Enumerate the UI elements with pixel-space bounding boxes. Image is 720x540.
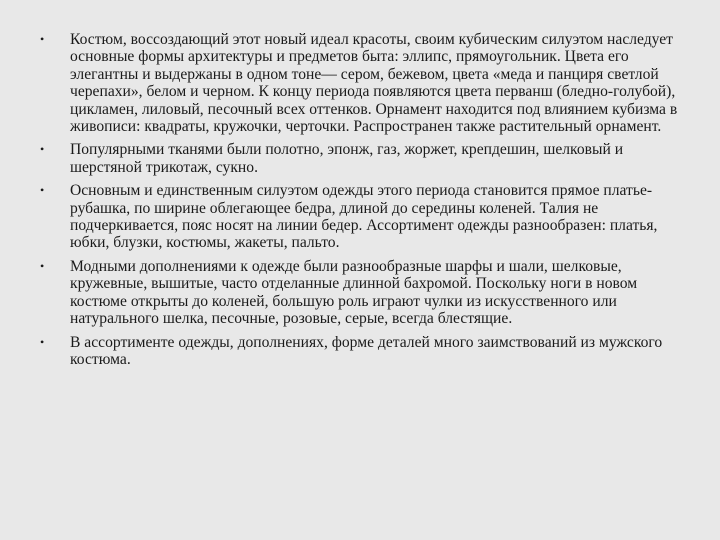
bullet-icon: •: [40, 334, 45, 349]
bullet-icon: •: [40, 32, 45, 46]
bullet-text: Основным и единственным силуэтом одежды этого периода становится прямое платье-рубашка, по ширине облегающее бедра, длиной до середины коленей. Талия не подчеркивается, пояс носят на линии бедер. Ассортимент одежды разнообразен: платья, юбки, блузки, костюмы, жакеты, пальто.: [70, 182, 658, 252]
bullet-icon: •: [40, 142, 45, 157]
bullet-item-1: [40, 31, 680, 135]
bullet-list: [40, 31, 680, 374]
bullet-text: Модными дополнениями к одежде были разнообразные шарфы и шали, шелковые, кружевные, вышитые, часто отделанные длинной бахромой. Поскольку ноги в новом костюме открыты до коленей, большую роль играют чулки из искусственного или натурального шелка, песочные, розовые, серые, всегда блестящие.: [70, 257, 638, 328]
bullet-item-2: [40, 141, 680, 176]
bullet-item-3: [40, 182, 680, 252]
bullet-item-5: [40, 334, 680, 369]
bullet-text: В ассортименте одежды, дополнениях, форме деталей много заимствований из мужского костюма.: [70, 333, 663, 368]
bullet-item-4: [40, 258, 680, 328]
bullet-text: Популярными тканями были полотно, эпонж, газ, жоржет, крепдешин, шелковый и шерстяной трикотаж, сукно.: [70, 141, 624, 176]
bullet-text: Костюм, воссоздающий этот новый идеал красоты, своим кубическим силуэтом наследует основные формы архитектуры и предметов быта: эллипс, прямоугольник. Цвета его элегантны и выдержаны в одном тоне— сером, бежевом, цвета «меда и панциря светлой черепахи», белом и черном. К концу периода появляются цвета перванш (бледно-голубой), цикламен, лиловый, песочный всех оттенков. Орнамент находится под влиянием кубизма в живописи: квадраты, кружочки, черточки. Распространен также растительный орнамент.: [70, 31, 678, 136]
bullet-icon: •: [40, 183, 45, 198]
bullet-icon: •: [40, 258, 45, 273]
